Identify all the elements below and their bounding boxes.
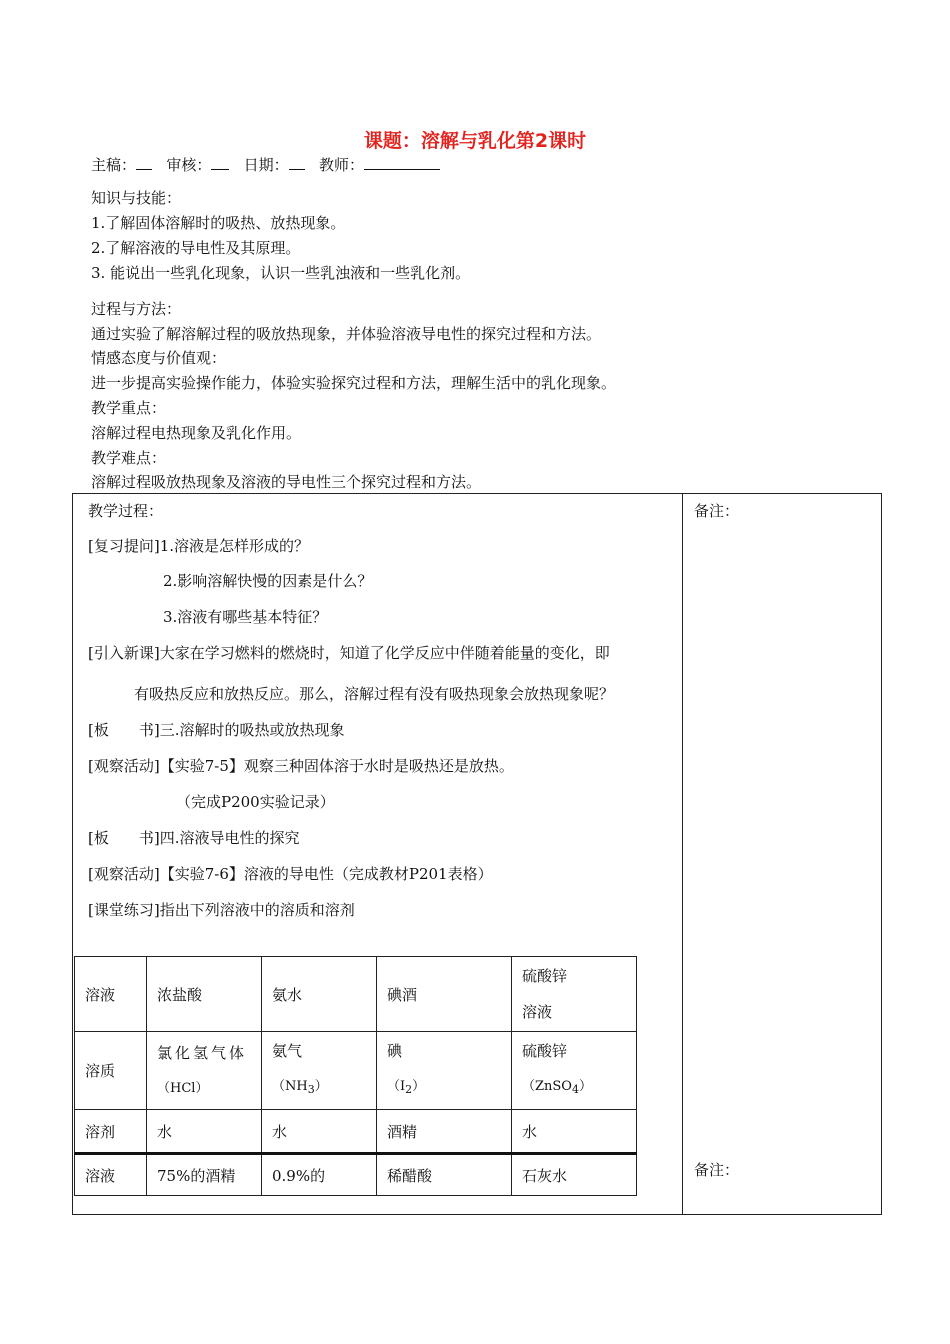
board-label-1: [板 书] xyxy=(88,721,160,739)
date-blank xyxy=(289,155,305,170)
formula-text: （I xyxy=(387,1079,406,1094)
cell-line: 碘 xyxy=(387,1042,403,1060)
cell-line: 氨气 xyxy=(272,1042,303,1060)
review-label: 审核： xyxy=(166,156,212,174)
table-row xyxy=(75,1154,637,1196)
main-label: 主稿： xyxy=(91,156,137,174)
intro-new-line-2: 有吸热反应和放热反应。那么，溶解过程有没有吸热现象会放热现象呢？ xyxy=(134,685,615,703)
knowledge-item-1: 1.了解固体溶解时的吸热、放热现象。 xyxy=(91,214,346,232)
emotion-text: 进一步提高实验操作能力，体验实验探究过程和方法，理解生活中的乳化现象。 xyxy=(91,374,617,392)
formula-subscript: 4 xyxy=(571,1083,579,1096)
knowledge-heading: 知识与技能： xyxy=(91,189,182,207)
table-cell: 碘酒 xyxy=(377,957,512,1032)
page-title: 课题：溶解与乳化第2课时 xyxy=(363,130,587,152)
meta-line xyxy=(91,154,440,175)
table-cell xyxy=(262,1032,377,1110)
notes-divider xyxy=(682,493,683,1215)
table-row xyxy=(75,1110,637,1154)
review-question-3: 3.溶液有哪些基本特征？ xyxy=(163,608,328,626)
knowledge-item-2: 2.了解溶液的导电性及其原理。 xyxy=(91,239,301,257)
formula-subscript: 2 xyxy=(405,1083,413,1096)
board-text-1: 三.溶解时的吸热或放热现象 xyxy=(159,721,345,739)
review-question-1: [复习提问]1.溶液是怎样形成的？ xyxy=(88,537,310,555)
board-label-2: [板 书] xyxy=(88,829,160,847)
table-cell xyxy=(512,957,637,1032)
table-cell: 水 xyxy=(262,1110,377,1154)
row-head-solute: 溶质 xyxy=(75,1032,147,1110)
date-label: 日期： xyxy=(243,156,289,174)
table-row xyxy=(75,1032,637,1110)
observe-line-1: [观察活动]【实验7-5】观察三种固体溶于水时是吸热还是放热。 xyxy=(88,757,514,775)
row-head-solution-2: 溶液 xyxy=(75,1154,147,1196)
formula-text: ） xyxy=(314,1079,328,1094)
table-cell: 酒精 xyxy=(377,1110,512,1154)
board-line-1 xyxy=(88,719,345,740)
practice-line: [课堂练习]指出下列溶液中的溶质和溶剂 xyxy=(88,901,355,919)
difficulty-heading: 教学难点： xyxy=(91,449,167,467)
teacher-label: 教师： xyxy=(318,156,364,174)
row-head-solution: 溶液 xyxy=(75,957,147,1032)
table-cell: 0.9%的 xyxy=(262,1154,377,1196)
cell-line xyxy=(522,1069,626,1108)
review-blank xyxy=(211,155,229,170)
formula-text: （NH xyxy=(272,1079,308,1094)
key-heading: 教学重点： xyxy=(91,399,167,417)
teacher-blank xyxy=(364,155,440,170)
process-heading: 过程与方法： xyxy=(91,300,182,318)
formula-text: ） xyxy=(578,1079,592,1094)
formula-subscript: 3 xyxy=(307,1083,315,1096)
table-cell xyxy=(147,1032,262,1110)
solute-solvent-table xyxy=(74,956,637,1196)
cell-line xyxy=(387,1069,501,1108)
emotion-heading: 情感态度与价值观： xyxy=(91,349,227,367)
table-cell xyxy=(377,1032,512,1110)
knowledge-item-3: 3. 能说出一些乳化现象，认识一些乳浊液和一些乳化剂。 xyxy=(91,264,471,282)
table-cell: 75%的酒精 xyxy=(147,1154,262,1196)
table-cell: 氨水 xyxy=(262,957,377,1032)
cell-line xyxy=(272,1069,366,1108)
difficulty-text: 溶解过程吸放热现象及溶液的导电性三个探究过程和方法。 xyxy=(91,473,482,491)
notes-label-bottom: 备注： xyxy=(694,1161,740,1179)
board-line-2 xyxy=(88,827,300,848)
cell-line: 氯化氢气体 xyxy=(157,1043,248,1062)
cell-line: 硫酸锌 xyxy=(522,1042,568,1060)
process-title: 教学过程： xyxy=(88,502,164,520)
formula-text: （ZnSO xyxy=(522,1079,572,1094)
table-row xyxy=(75,957,637,1032)
observe-line-2: [观察活动]【实验7-6】溶液的导电性（完成教材P201表格） xyxy=(88,865,493,883)
process-text: 通过实验了解溶解过程的吸放热现象，并体验溶液导电性的探究过程和方法。 xyxy=(91,325,602,343)
cell-line: 硫酸锌 xyxy=(522,967,568,985)
intro-new-line-1: [引入新课]大家在学习燃料的燃烧时，知道了化学反应中伴随着能量的变化，即 xyxy=(88,644,610,662)
cell-line: 溶液 xyxy=(522,1003,553,1021)
main-blank xyxy=(136,155,152,170)
formula-text: ） xyxy=(412,1079,426,1094)
table-cell: 稀醋酸 xyxy=(377,1154,512,1196)
table-cell xyxy=(512,1032,637,1110)
observe-note-1: （完成P200实验记录） xyxy=(176,793,335,811)
key-text: 溶解过程电热现象及乳化作用。 xyxy=(91,424,302,442)
table-cell: 水 xyxy=(147,1110,262,1154)
table-cell: 石灰水 xyxy=(512,1154,637,1196)
board-text-2: 四.溶液导电性的探究 xyxy=(159,829,300,847)
review-question-2: 2.影响溶解快慢的因素是什么？ xyxy=(163,572,373,590)
cell-line: （HCl） xyxy=(157,1080,209,1096)
table-cell: 浓盐酸 xyxy=(147,957,262,1032)
notes-label-top: 备注： xyxy=(694,502,740,520)
table-cell: 水 xyxy=(512,1110,637,1154)
row-head-solvent: 溶剂 xyxy=(75,1110,147,1154)
